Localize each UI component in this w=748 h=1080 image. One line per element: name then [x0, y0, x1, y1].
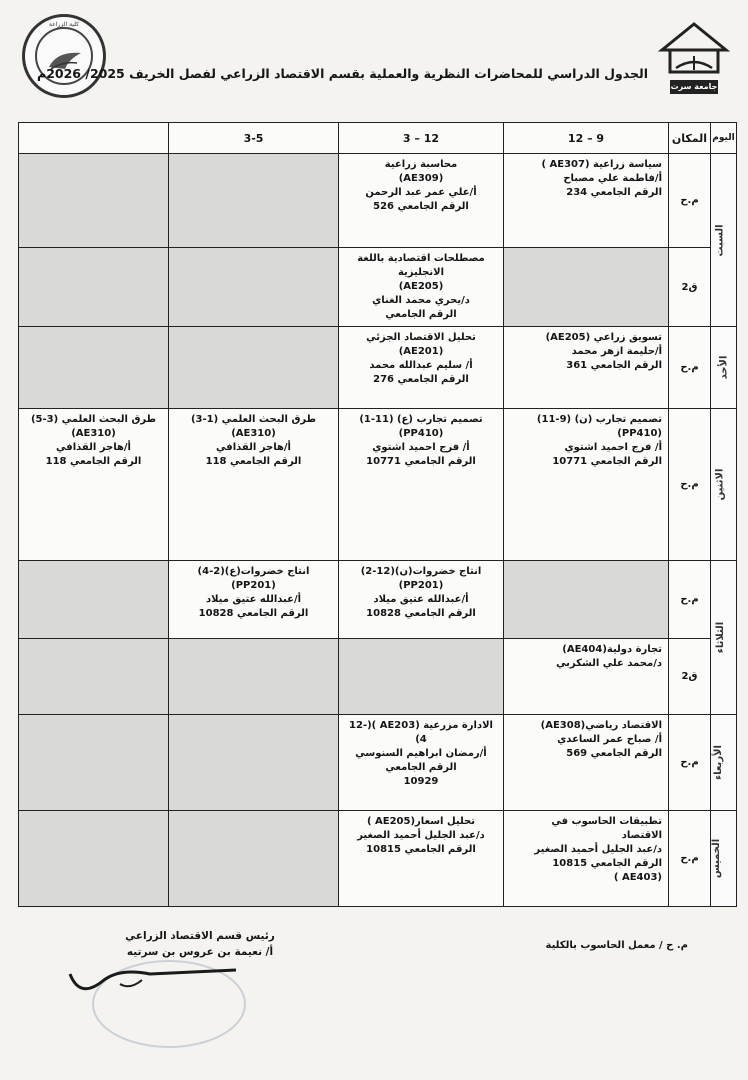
course-detail: أ/فاطمة علي مصباح [563, 173, 662, 184]
day-cell [711, 327, 737, 409]
course-title: انتاج خضروات(ن)(12-2) [360, 566, 482, 577]
table-row [19, 327, 737, 409]
table-row [19, 409, 737, 561]
document-header [0, 0, 748, 118]
course-detail: الرقم الجامعي 10815 [552, 858, 662, 869]
course-detail: (PP410) [398, 428, 444, 439]
course-entry [339, 561, 503, 625]
empty-cell [169, 327, 339, 409]
course-title: انتاج خضروات(ع)(2-4) [197, 566, 310, 577]
legend-note: م. ح / معمل الحاسوب بالكلية [545, 940, 688, 951]
day-label: الأحد [717, 355, 729, 380]
course-detail: (PP201) [398, 580, 444, 591]
place-cell: م.ح [669, 154, 711, 248]
course-detail: 10929 [403, 776, 439, 787]
course-detail: الرقم الجامعي 569 [566, 748, 662, 759]
schedule-table [18, 122, 737, 907]
empty-cell [169, 154, 339, 248]
faculty-seal-logo [22, 14, 106, 98]
header-slot-3-5: 3-5 [169, 123, 339, 154]
course-detail: أ/ سليم عبدالله محمد [369, 360, 473, 371]
course-detail: الرقم الجامعي 10828 [366, 608, 476, 619]
course-title: تحليل الاقتصاد الجزئي (AE201) [366, 332, 476, 357]
course-detail: (AE310) [231, 428, 276, 439]
department-head-title: رئيس قسم الاقتصاد الزراعي [125, 930, 275, 942]
empty-cell [504, 248, 669, 327]
course-title: الادارة مزرعية (AE203 )(12-4) [349, 720, 493, 745]
course-cell [19, 409, 169, 561]
course-detail: الرقم الجامعي [385, 309, 457, 320]
document-title: الجدول الدراسي للمحاضرات النظرية والعملية بقسم الاقتصاد الزراعي لفصل الخريف 2025/ 2026م [37, 66, 648, 81]
course-entry [339, 715, 503, 793]
course-cell [504, 811, 669, 907]
course-detail: الرقم الجامعي 10771 [366, 456, 476, 467]
course-detail: د/عبد الجليل أحميد الصغير [534, 844, 662, 855]
header-slot-extra [19, 123, 169, 154]
header-slot-9-12: 9 – 12 [504, 123, 669, 154]
empty-cell [169, 715, 339, 811]
course-detail: الرقم الجامعي 10815 [366, 844, 476, 855]
table-row [19, 248, 737, 327]
course-cell [339, 327, 504, 409]
empty-cell [504, 561, 669, 639]
course-cell [504, 409, 669, 561]
department-head-name: أ/ نعيمة بن عروس بن سرتيه [126, 946, 274, 958]
course-detail: د/محمد علي الشكربي [556, 658, 662, 669]
course-detail: د/يحري محمد الغناي [372, 295, 470, 306]
course-cell [504, 154, 669, 248]
course-title: تجارة دولية(AE404) [562, 644, 662, 655]
place-cell: م.ح [669, 715, 711, 811]
course-detail: أ/عبدالله عتيق ميلاد [205, 594, 302, 605]
course-detail: (AE309) [398, 173, 444, 184]
header-slot-12-3: 12 – 3 [339, 123, 504, 154]
course-detail: أ/ فرج احميد اشتوي [372, 442, 470, 453]
course-detail: الرقم الجامعي 526 [373, 201, 469, 212]
table-row [19, 811, 737, 907]
course-title: مصطلحات اقتصادية باللغة الانجليزية [357, 253, 485, 278]
course-detail: الرقم الجامعي 118 [45, 456, 142, 467]
day-cell [711, 811, 737, 907]
day-cell [711, 409, 737, 561]
table-row [19, 561, 737, 639]
empty-cell [169, 248, 339, 327]
course-cell [339, 715, 504, 811]
course-entry [504, 715, 668, 765]
signature-mark [60, 950, 250, 1010]
course-entry [339, 327, 503, 391]
place-cell: ق2 [669, 639, 711, 715]
course-entry [339, 154, 503, 218]
course-entry [504, 639, 668, 675]
place-cell: م.ح [669, 409, 711, 561]
course-cell [339, 409, 504, 561]
course-detail: أ/علي عمر عبد الرحمن [365, 187, 477, 198]
empty-cell [19, 248, 169, 327]
course-cell [339, 248, 504, 327]
course-entry [169, 409, 338, 473]
course-detail: الرقم الجامعي 276 [373, 374, 469, 385]
course-entry [339, 409, 503, 473]
university-logo-label: جامعة سرت [670, 80, 718, 94]
empty-cell [19, 561, 169, 639]
day-label: الأربعاء [713, 745, 725, 780]
day-cell [711, 561, 737, 715]
empty-cell [339, 639, 504, 715]
course-title: محاسبة زراعية [384, 159, 458, 170]
course-detail: أ/رمضان ابراهيم السنوسي [355, 748, 487, 759]
course-detail: أ/ فرج احميد اشتوي [564, 442, 662, 453]
course-detail: الرقم الجامعي 10771 [552, 456, 662, 467]
course-cell [169, 409, 339, 561]
course-title: تسويق زراعي (AE205) [545, 332, 662, 343]
course-detail: (AE205) [398, 281, 444, 292]
course-detail: الرقم الجامعي 10828 [198, 608, 309, 619]
empty-cell [19, 811, 169, 907]
course-detail: (AE310) [71, 428, 116, 439]
course-detail: أ/ صباح عمر الساعدي [557, 734, 662, 745]
course-cell [339, 811, 504, 907]
course-cell [504, 639, 669, 715]
course-entry [504, 327, 668, 377]
course-entry [339, 811, 503, 861]
place-cell: م.ح [669, 561, 711, 639]
day-cell [711, 715, 737, 811]
university-logo [656, 20, 732, 98]
course-detail: (AE403 ) [613, 872, 662, 883]
table-header-row [19, 123, 737, 154]
course-detail: (PP410) [617, 428, 662, 439]
course-entry [504, 409, 668, 473]
course-detail: د/عبد الجليل أحميد الصغير [357, 830, 485, 841]
header-place: المكان [669, 123, 711, 154]
empty-cell [19, 639, 169, 715]
course-detail: أ/حليمة ازهر محمد [571, 346, 662, 357]
empty-cell [169, 639, 339, 715]
course-detail: الرقم الجامعي 234 [566, 187, 662, 198]
course-entry [339, 248, 503, 326]
book-building-icon [656, 20, 732, 86]
course-entry [169, 561, 338, 625]
table-row [19, 154, 737, 248]
course-title: طرق البحث العلمي (1-3) [190, 414, 317, 425]
course-cell [339, 154, 504, 248]
course-title: تصميم تجارب (ع) (11-1) [359, 414, 483, 425]
day-cell [711, 154, 737, 327]
course-title: تطبيقات الحاسوب في الاقتصاد [551, 816, 662, 841]
place-cell: ق2 [669, 248, 711, 327]
empty-cell [19, 715, 169, 811]
course-cell [339, 561, 504, 639]
course-title: طرق البحث العلمي (3-5) [30, 414, 157, 425]
day-label: الخميس [710, 838, 722, 879]
course-detail: أ/هاجر القذافي [216, 442, 291, 453]
day-label: الثلاثاء [714, 621, 726, 654]
empty-cell [19, 154, 169, 248]
day-label: الاثنين [714, 468, 726, 501]
course-detail: الرقم الجامعي 361 [566, 360, 662, 371]
course-detail: (PP201) [231, 580, 276, 591]
empty-cell [169, 811, 339, 907]
table-row [19, 715, 737, 811]
course-title: تحليل اسعار(AE205 ) [366, 816, 476, 827]
empty-cell [19, 327, 169, 409]
course-detail: أ/هاجر القذافي [56, 442, 131, 453]
table-row [19, 639, 737, 715]
course-entry [504, 811, 668, 889]
place-cell: م.ح [669, 327, 711, 409]
course-detail: الرقم الجامعي [385, 762, 457, 773]
course-cell [504, 327, 669, 409]
course-entry [504, 154, 668, 204]
course-title: تصميم تجارب (ن) (9-11) [536, 414, 662, 425]
course-detail: الرقم الجامعي 118 [205, 456, 302, 467]
course-cell [504, 715, 669, 811]
place-cell: م.ح [669, 811, 711, 907]
course-detail: أ/عبدالله عتيق ميلاد [373, 594, 469, 605]
course-entry [19, 409, 168, 473]
header-day: اليوم [711, 123, 737, 154]
course-title: الاقتصاد رياضي(AE308) [540, 720, 662, 731]
course-cell [169, 561, 339, 639]
course-title: سياسة زراعية (AE307 ) [541, 159, 662, 170]
day-label: السبت [714, 223, 726, 257]
faculty-seal-text: كلية الزراعة [49, 21, 79, 28]
